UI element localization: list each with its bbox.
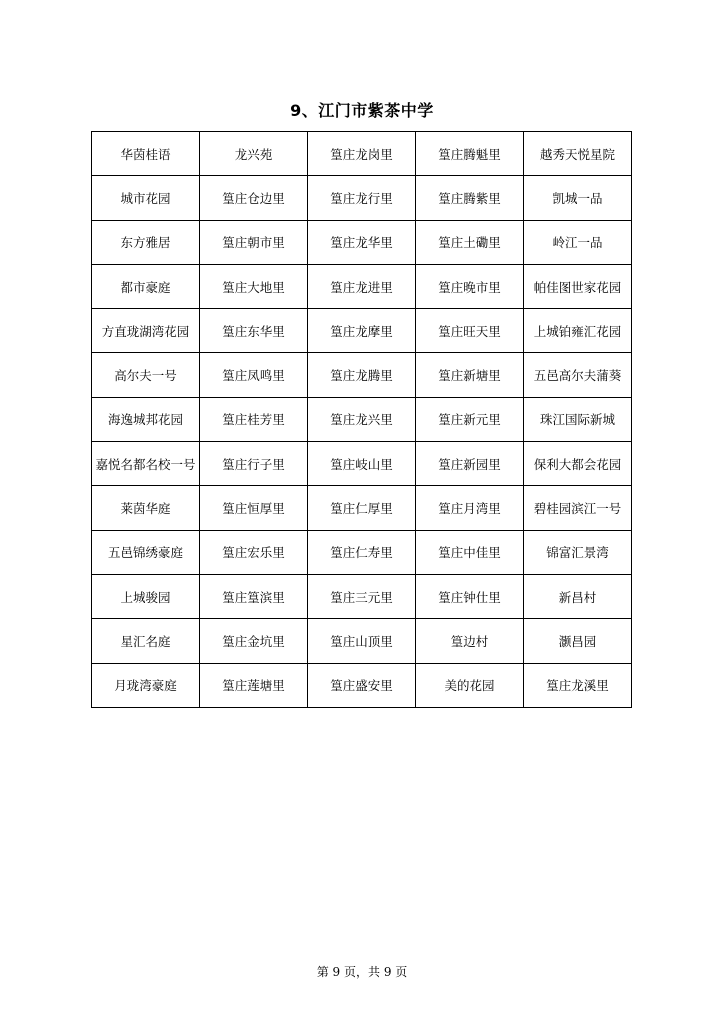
table-cell: 城市花园 bbox=[92, 176, 200, 220]
table-row bbox=[92, 176, 632, 220]
table-cell: 上城骏园 bbox=[92, 574, 200, 618]
table-cell: 都市豪庭 bbox=[92, 264, 200, 308]
table-cell: 凯城一品 bbox=[524, 176, 632, 220]
table-cell: 篁庄盛安里 bbox=[308, 663, 416, 707]
table-cell: 篁庄龙华里 bbox=[308, 220, 416, 264]
table-cell: 篁庄龙溪里 bbox=[524, 663, 632, 707]
table-cell: 篁庄仁厚里 bbox=[308, 486, 416, 530]
table-cell: 海逸城邦花园 bbox=[92, 397, 200, 441]
table-row bbox=[92, 264, 632, 308]
table-cell: 岭江一品 bbox=[524, 220, 632, 264]
table-cell: 篁庄龙岗里 bbox=[308, 132, 416, 176]
table-cell: 篁庄旺天里 bbox=[416, 309, 524, 353]
table-cell: 篁庄恒厚里 bbox=[200, 486, 308, 530]
table-cell: 篁庄龙进里 bbox=[308, 264, 416, 308]
table-row bbox=[92, 574, 632, 618]
table-cell: 星汇名庭 bbox=[92, 619, 200, 663]
table-cell: 篁庄宏乐里 bbox=[200, 530, 308, 574]
table-row bbox=[92, 663, 632, 707]
table-cell: 保利大都会花园 bbox=[524, 442, 632, 486]
table-cell: 篁庄腾紫里 bbox=[416, 176, 524, 220]
table-cell: 东方雅居 bbox=[92, 220, 200, 264]
table-row bbox=[92, 309, 632, 353]
table-cell: 篁边村 bbox=[416, 619, 524, 663]
table-row bbox=[92, 442, 632, 486]
table-cell: 上城铂雍汇花园 bbox=[524, 309, 632, 353]
table-cell: 篁庄行子里 bbox=[200, 442, 308, 486]
table-cell: 篁庄金坑里 bbox=[200, 619, 308, 663]
table-cell: 篁庄大地里 bbox=[200, 264, 308, 308]
table-cell: 篁庄新园里 bbox=[416, 442, 524, 486]
table-cell: 篁庄莲塘里 bbox=[200, 663, 308, 707]
table-cell: 灏昌园 bbox=[524, 619, 632, 663]
table-cell: 高尔夫一号 bbox=[92, 353, 200, 397]
table-cell: 篁庄龙兴里 bbox=[308, 397, 416, 441]
table-cell: 篁庄新元里 bbox=[416, 397, 524, 441]
table-cell: 五邑锦绣豪庭 bbox=[92, 530, 200, 574]
table-cell: 篁庄龙摩里 bbox=[308, 309, 416, 353]
table-cell: 篁庄三元里 bbox=[308, 574, 416, 618]
table-cell: 篁庄桂芳里 bbox=[200, 397, 308, 441]
table-cell: 篁庄东华里 bbox=[200, 309, 308, 353]
table-cell: 龙兴苑 bbox=[200, 132, 308, 176]
table-cell: 篁庄新塘里 bbox=[416, 353, 524, 397]
table-cell: 莱茵华庭 bbox=[92, 486, 200, 530]
table-cell: 篁庄月湾里 bbox=[416, 486, 524, 530]
table-row bbox=[92, 220, 632, 264]
table-row bbox=[92, 132, 632, 176]
table-cell: 珠江国际新城 bbox=[524, 397, 632, 441]
table-row bbox=[92, 397, 632, 441]
table-cell: 篁庄中佳里 bbox=[416, 530, 524, 574]
page-title: 9、江门市紫茶中学 bbox=[290, 101, 434, 120]
table-cell: 篁庄仓边里 bbox=[200, 176, 308, 220]
table-cell: 篁庄仁寿里 bbox=[308, 530, 416, 574]
table-cell: 美的花园 bbox=[416, 663, 524, 707]
table-cell: 月珑湾豪庭 bbox=[92, 663, 200, 707]
table-cell: 篁庄凤鸣里 bbox=[200, 353, 308, 397]
table-cell: 锦富汇景湾 bbox=[524, 530, 632, 574]
table-cell: 篁庄山顶里 bbox=[308, 619, 416, 663]
table-cell: 帕佳图世家花园 bbox=[524, 264, 632, 308]
table-cell: 篁庄土磡里 bbox=[416, 220, 524, 264]
table-row bbox=[92, 530, 632, 574]
table-row bbox=[92, 619, 632, 663]
table-cell: 篁庄钟仕里 bbox=[416, 574, 524, 618]
table-cell: 篁庄晚市里 bbox=[416, 264, 524, 308]
table-cell: 篁庄篁滨里 bbox=[200, 574, 308, 618]
table-cell: 碧桂园滨江一号 bbox=[524, 486, 632, 530]
table-cell: 越秀天悦星院 bbox=[524, 132, 632, 176]
table-cell: 新昌村 bbox=[524, 574, 632, 618]
table-cell: 华茵桂语 bbox=[92, 132, 200, 176]
table-cell: 篁庄龙腾里 bbox=[308, 353, 416, 397]
estate-table bbox=[91, 131, 632, 708]
table-cell: 嘉悦名都名校一号 bbox=[92, 442, 200, 486]
table-cell: 方直珑湖湾花园 bbox=[92, 309, 200, 353]
table-cell: 篁庄腾魁里 bbox=[416, 132, 524, 176]
table-cell: 篁庄岐山里 bbox=[308, 442, 416, 486]
table-row bbox=[92, 353, 632, 397]
table-cell: 篁庄龙行里 bbox=[308, 176, 416, 220]
table-cell: 篁庄朝市里 bbox=[200, 220, 308, 264]
table-row bbox=[92, 486, 632, 530]
table-cell: 五邑高尔夫蒲葵 bbox=[524, 353, 632, 397]
estate-table-body bbox=[92, 132, 632, 708]
page-footer: 第 9 页，共 9 页 bbox=[316, 965, 408, 979]
